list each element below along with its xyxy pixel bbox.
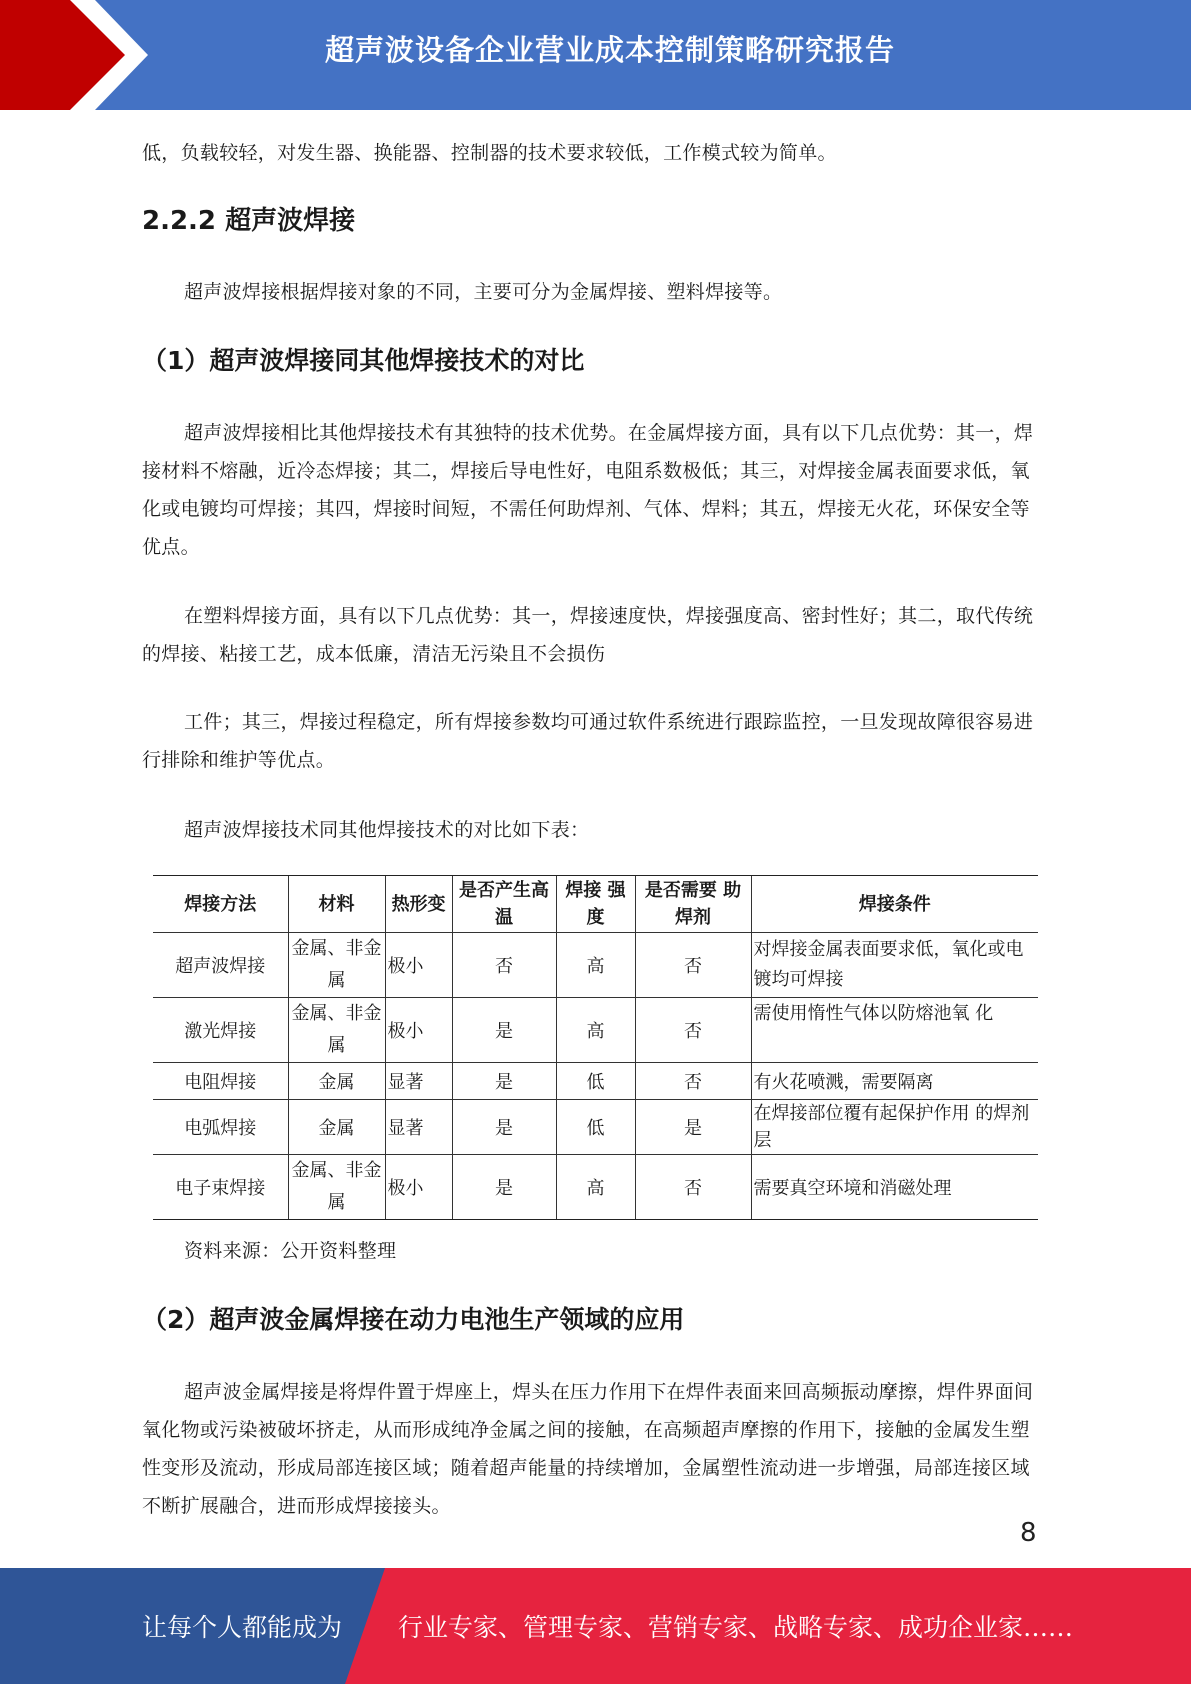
table-cell: 是 [452, 1063, 556, 1100]
subsection-heading-battery: （2）超声波金属焊接在动力电池生产领域的应用 [142, 1305, 685, 1334]
welding-comparison-table [153, 875, 1038, 1220]
footer-slogan-right: 行业专家、管理专家、营销专家、战略专家、成功企业家…… [398, 1613, 1074, 1642]
table-row [153, 1100, 1038, 1155]
table-cell: 激光焊接 [153, 998, 288, 1063]
paragraph-workpiece: 工件；其三，焊接过程稳定，所有焊接参数均可通过软件系统进行跟踪监控，一旦发现故障很容易进行排除和维护等优点。 [142, 711, 1034, 771]
table-cell: 金属、非金属 [288, 998, 385, 1063]
table-cell: 否 [635, 1063, 751, 1100]
table-header-cell: 焊接条件 [751, 876, 1038, 933]
table-cell: 低 [556, 1063, 635, 1100]
table-cell: 极小 [385, 1155, 452, 1220]
table-header-cell: 材料 [288, 876, 385, 933]
table-cell: 金属 [288, 1063, 385, 1100]
page-footer [0, 1568, 1191, 1684]
table-cell: 电弧焊接 [153, 1100, 288, 1155]
table-cell: 对焊接金属表面要求低，氧化或电镀均可焊接 [751, 933, 1038, 998]
table-cell: 极小 [385, 998, 452, 1063]
table-cell: 是 [635, 1100, 751, 1155]
paragraph-metal-advantages: 超声波焊接相比其他焊接技术有其独特的技术优势。在金属焊接方面，具有以下几点优势：其一，焊接材料不熔融，近冷态焊接；其二，焊接后导电性好，电阻系数极低；其三，对焊接金属表面要求低，氧化或电镀均可焊接；其四，焊接时间短，不需任何助焊剂、气体、焊料；其五，焊接无火花，环保安全等优点。 [142, 422, 1034, 558]
subsection-heading-comparison: （1）超声波焊接同其他焊接技术的对比 [142, 346, 585, 375]
page-number: 8 [1020, 1518, 1037, 1548]
table-row [153, 1063, 1038, 1100]
table-cell: 金属、非金属 [288, 933, 385, 998]
table-cell: 显著 [385, 1100, 452, 1155]
table-cell: 高 [556, 998, 635, 1063]
table-cell: 有火花喷溅，需要隔离 [751, 1063, 1038, 1100]
table-header-row [153, 876, 1038, 933]
table-cell: 是 [452, 1100, 556, 1155]
table-header-cell: 热形变 [385, 876, 452, 933]
table-cell: 需使用惰性气体以防熔池氧 化 [751, 998, 1038, 1063]
table-cell: 金属、非金属 [288, 1155, 385, 1220]
table-header-cell: 是否需要 助焊剂 [635, 876, 751, 933]
table-row [153, 1155, 1038, 1220]
header-arrow-decoration [0, 0, 160, 110]
table-header-cell: 焊接方法 [153, 876, 288, 933]
table-cell: 需要真空环境和消磁处理 [751, 1155, 1038, 1220]
table-row [153, 998, 1038, 1063]
table-cell: 高 [556, 933, 635, 998]
table-cell: 否 [635, 998, 751, 1063]
table-cell: 否 [635, 1155, 751, 1220]
table-cell: 超声波焊接 [153, 933, 288, 998]
report-title: 超声波设备企业营业成本控制策略研究报告 [324, 33, 895, 67]
paragraph-table-intro: 超声波焊接技术同其他焊接技术的对比如下表： [184, 819, 590, 841]
table-cell: 金属 [288, 1100, 385, 1155]
table-cell: 电子束焊接 [153, 1155, 288, 1220]
paragraph-plastic-advantages: 在塑料焊接方面，具有以下几点优势：其一，焊接速度快，焊接强度高、密封性好；其二，取代传统的焊接、粘接工艺，成本低廉，清洁无污染且不会损伤 [142, 605, 1034, 665]
table-cell: 否 [635, 933, 751, 998]
table-cell: 是 [452, 1155, 556, 1220]
table-cell: 是 [452, 998, 556, 1063]
footer-slogan-left: 让每个人都能成为 [142, 1613, 343, 1642]
table-cell: 在焊接部位覆有起保护作用 的焊剂层 [751, 1100, 1038, 1155]
table-cell: 否 [452, 933, 556, 998]
table-source-note: 资料来源：公开资料整理 [184, 1240, 397, 1262]
table-cell: 显著 [385, 1063, 452, 1100]
table-header-cell: 焊接 强度 [556, 876, 635, 933]
paragraph-intro: 超声波焊接根据焊接对象的不同，主要可分为金属焊接、塑料焊接等。 [184, 281, 783, 303]
table-cell: 极小 [385, 933, 452, 998]
table-cell: 高 [556, 1155, 635, 1220]
table-cell: 低 [556, 1100, 635, 1155]
paragraph-continuation: 低，负载较轻，对发生器、换能器、控制器的技术要求较低，工作模式较为简单。 [142, 142, 837, 164]
page-header [0, 0, 1191, 110]
table-header-cell: 是否产生高温 [452, 876, 556, 933]
table-cell: 电阻焊接 [153, 1063, 288, 1100]
table-row [153, 933, 1038, 998]
section-heading-2-2-2: 2.2.2 超声波焊接 [142, 206, 356, 236]
paragraph-battery-welding: 超声波金属焊接是将焊件置于焊座上，焊头在压力作用下在焊件表面来回高频振动摩擦，焊件界面间氧化物或污染被破坏挤走，从而形成纯净金属之间的接触，在高频超声摩擦的作用下，接触的金属发生塑性变形及流动，形成局部连接区域；随着超声能量的持续增加，金属塑性流动进一步增强，局部连接区域不断扩展融合，进而形成焊接接头。 [142, 1381, 1034, 1517]
